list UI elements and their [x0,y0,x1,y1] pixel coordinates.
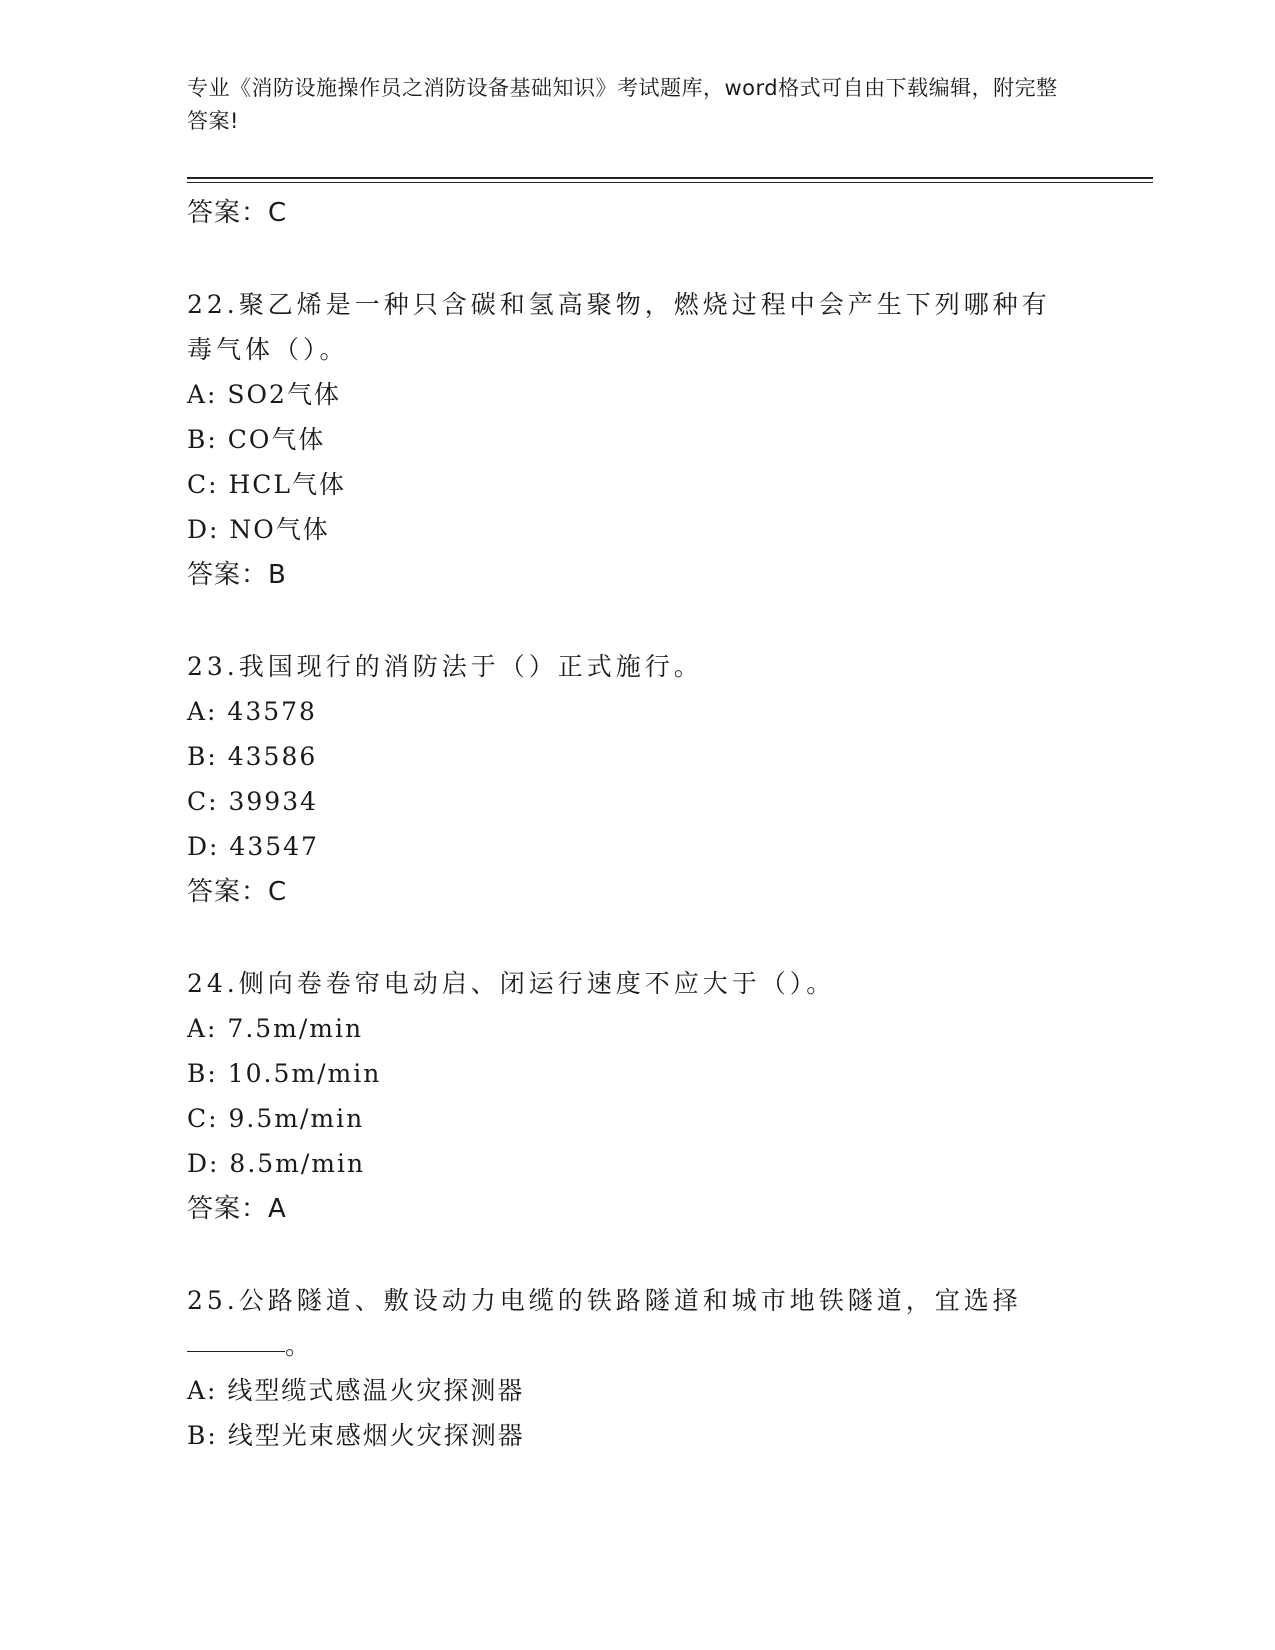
blank-suffix: 。 [285,1331,311,1360]
fill-in-blank [187,1323,1087,1368]
option-b: B: CO气体 [187,425,326,454]
question-text: 25.公路隧道、敷设动力电缆的铁路隧道和城市地铁隧道，宜选择 [187,1286,1022,1315]
option-a: A: 线型缆式感温火灾探测器 [187,1376,525,1405]
option-d: D: NO气体 [187,515,330,544]
option-b: B: 43586 [187,742,318,771]
header-divider-thin [187,182,1153,183]
answer-line: 答案：B [187,560,287,590]
option-a: A: SO2气体 [187,380,341,409]
option-d: D: 43547 [187,832,319,861]
header-divider-thick [187,177,1153,179]
option-b: B: 10.5m/min [187,1059,382,1088]
question-block [187,644,1087,915]
option-d: D: 8.5m/min [187,1149,366,1178]
option-a: A: 7.5m/min [187,1014,364,1043]
answer-line: 答案：C [187,877,288,907]
option-c: C: HCL气体 [187,470,347,499]
option-a: A: 43578 [187,697,317,726]
option-c: C: 9.5m/min [187,1104,365,1133]
answer-line: 答案：C [187,198,288,228]
option-b: B: 线型光束感烟火灾探测器 [187,1421,525,1450]
blank-underline [187,1323,285,1352]
answer-line: 答案：A [187,1194,287,1224]
question-text: 23.我国现行的消防法于（）正式施行。 [187,652,703,681]
question-list [187,190,1087,1458]
question-text: 24.侧向卷卷帘电动启、闭运行速度不应大于（）。 [187,969,836,998]
question-block [187,961,1087,1232]
page-header-text: 专业《消防设施操作员之消防设备基础知识》考试题库，word格式可自由下载编辑，附完整答案! [187,76,1058,133]
question-block [187,1278,1087,1458]
question-text: 22.聚乙烯是一种只含碳和氢高聚物，燃烧过程中会产生下列哪种有毒气体（）。 [187,290,1051,364]
question-block [187,282,1087,598]
option-c: C: 39934 [187,787,319,816]
